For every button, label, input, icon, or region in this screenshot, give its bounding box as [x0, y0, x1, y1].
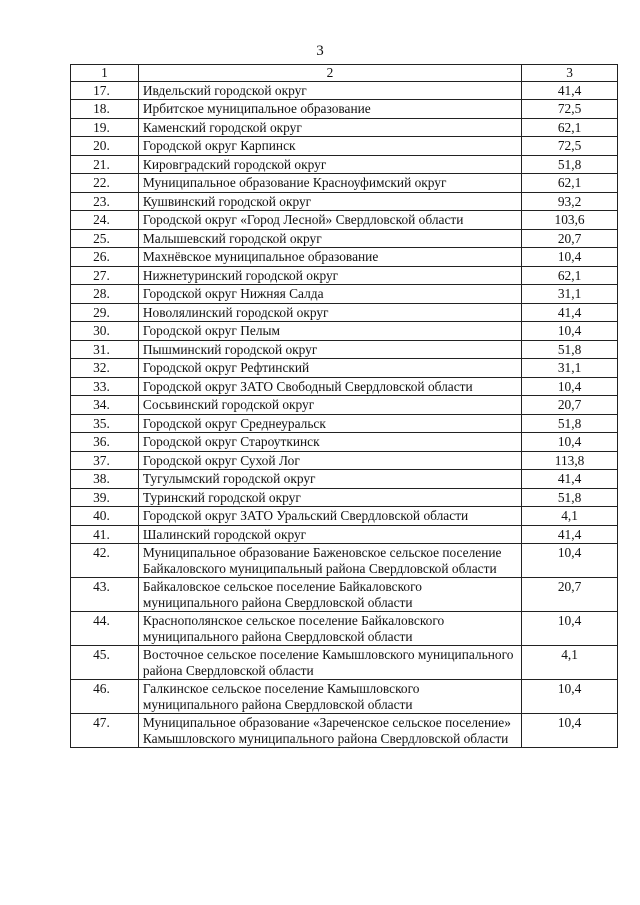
table-row: [71, 229, 618, 248]
row-number-cell: 18.: [71, 100, 139, 119]
table-row: [71, 100, 618, 119]
value-cell: 41,4: [522, 303, 618, 322]
value-cell: 10,4: [522, 377, 618, 396]
table-row: [71, 680, 618, 714]
row-number-cell: 27.: [71, 266, 139, 285]
municipality-name-cell: Городской округ Среднеуральск: [138, 414, 521, 433]
table-row: [71, 578, 618, 612]
table-row: [71, 396, 618, 415]
row-number-cell: 47.: [71, 714, 139, 748]
municipality-name-cell: Городской округ Карпинск: [138, 137, 521, 156]
municipality-name-cell: Нижнетуринский городской округ: [138, 266, 521, 285]
table-row: [71, 470, 618, 489]
municipality-name-cell: Городской округ Староуткинск: [138, 433, 521, 452]
row-number-cell: 39.: [71, 488, 139, 507]
municipality-name-cell: Городской округ Сухой Лог: [138, 451, 521, 470]
row-number-cell: 46.: [71, 680, 139, 714]
row-number-cell: 20.: [71, 137, 139, 156]
row-number-cell: 38.: [71, 470, 139, 489]
table-header-row: [71, 65, 618, 82]
value-cell: 10,4: [522, 714, 618, 748]
table-row: [71, 714, 618, 748]
table-row: [71, 612, 618, 646]
row-number-cell: 37.: [71, 451, 139, 470]
value-cell: 20,7: [522, 229, 618, 248]
allocation-table: [70, 64, 618, 748]
municipality-name-cell: Байкаловское сельское поселение Байкаловского муниципального района Свердловской области: [138, 578, 521, 612]
value-cell: 62,1: [522, 118, 618, 137]
value-cell: 10,4: [522, 544, 618, 578]
municipality-name-cell: Городской округ ЗАТО Свободный Свердловской области: [138, 377, 521, 396]
value-cell: 10,4: [522, 680, 618, 714]
value-cell: 31,1: [522, 359, 618, 378]
table-row: [71, 340, 618, 359]
value-cell: 72,5: [522, 137, 618, 156]
table-row: [71, 155, 618, 174]
row-number-cell: 32.: [71, 359, 139, 378]
municipality-name-cell: Муниципальное образование «Зареченское сельское поселение» Камышловского муниципального района Свердловской области: [138, 714, 521, 748]
table-row: [71, 359, 618, 378]
table-row: [71, 507, 618, 526]
row-number-cell: 19.: [71, 118, 139, 137]
value-cell: 4,1: [522, 507, 618, 526]
municipality-name-cell: Каменский городской округ: [138, 118, 521, 137]
value-cell: 51,8: [522, 340, 618, 359]
row-number-cell: 44.: [71, 612, 139, 646]
municipality-name-cell: Муниципальное образование Красноуфимский округ: [138, 174, 521, 193]
page-number: 3: [316, 43, 324, 59]
municipality-name-cell: Новолялинский городской округ: [138, 303, 521, 322]
value-cell: 20,7: [522, 396, 618, 415]
municipality-name-cell: Городской округ Рефтинский: [138, 359, 521, 378]
value-cell: 62,1: [522, 266, 618, 285]
table-row: [71, 433, 618, 452]
table-row: [71, 211, 618, 230]
municipality-name-cell: Краснополянское сельское поселение Байкаловского муниципального района Свердловской области: [138, 612, 521, 646]
municipality-name-cell: Шалинский городской округ: [138, 525, 521, 544]
table-row: [71, 118, 618, 137]
table-row: [71, 81, 618, 100]
table-row: [71, 646, 618, 680]
table-row: [71, 544, 618, 578]
row-number-cell: 33.: [71, 377, 139, 396]
municipality-name-cell: Кушвинский городской округ: [138, 192, 521, 211]
value-cell: 41,4: [522, 525, 618, 544]
table-row: [71, 303, 618, 322]
value-cell: 41,4: [522, 81, 618, 100]
value-cell: 62,1: [522, 174, 618, 193]
column-header-value: 3: [522, 65, 618, 82]
value-cell: 10,4: [522, 322, 618, 341]
municipality-name-cell: Сосьвинский городской округ: [138, 396, 521, 415]
row-number-cell: 43.: [71, 578, 139, 612]
municipality-name-cell: Ивдельский городской округ: [138, 81, 521, 100]
table-row: [71, 266, 618, 285]
value-cell: 113,8: [522, 451, 618, 470]
row-number-cell: 29.: [71, 303, 139, 322]
municipality-name-cell: Туринский городской округ: [138, 488, 521, 507]
row-number-cell: 41.: [71, 525, 139, 544]
municipality-name-cell: Тугулымский городской округ: [138, 470, 521, 489]
value-cell: 51,8: [522, 414, 618, 433]
row-number-cell: 40.: [71, 507, 139, 526]
table-row: [71, 488, 618, 507]
value-cell: 20,7: [522, 578, 618, 612]
municipality-name-cell: Муниципальное образование Баженовское сельское поселение Байкаловского муниципальный района Свердловской области: [138, 544, 521, 578]
row-number-cell: 25.: [71, 229, 139, 248]
value-cell: 103,6: [522, 211, 618, 230]
table-row: [71, 137, 618, 156]
row-number-cell: 28.: [71, 285, 139, 304]
table-row: [71, 285, 618, 304]
row-number-cell: 23.: [71, 192, 139, 211]
row-number-cell: 34.: [71, 396, 139, 415]
row-number-cell: 42.: [71, 544, 139, 578]
row-number-cell: 45.: [71, 646, 139, 680]
table-row: [71, 248, 618, 267]
value-cell: 10,4: [522, 248, 618, 267]
table-row: [71, 192, 618, 211]
municipality-name-cell: Восточное сельское поселение Камышловского муниципального района Свердловской области: [138, 646, 521, 680]
table-row: [71, 377, 618, 396]
municipality-name-cell: Городской округ Пелым: [138, 322, 521, 341]
table-body: [71, 81, 618, 748]
value-cell: 4,1: [522, 646, 618, 680]
row-number-cell: 31.: [71, 340, 139, 359]
row-number-cell: 17.: [71, 81, 139, 100]
municipality-name-cell: Кировградский городской округ: [138, 155, 521, 174]
municipality-name-cell: Городской округ ЗАТО Уральский Свердловской области: [138, 507, 521, 526]
table-row: [71, 451, 618, 470]
row-number-cell: 30.: [71, 322, 139, 341]
table-row: [71, 414, 618, 433]
column-header-name: 2: [138, 65, 521, 82]
municipality-name-cell: Пышминский городской округ: [138, 340, 521, 359]
municipality-name-cell: Городской округ Нижняя Салда: [138, 285, 521, 304]
table-row: [71, 322, 618, 341]
value-cell: 31,1: [522, 285, 618, 304]
column-header-number: 1: [71, 65, 139, 82]
value-cell: 72,5: [522, 100, 618, 119]
row-number-cell: 36.: [71, 433, 139, 452]
municipality-name-cell: Городской округ «Город Лесной» Свердловской области: [138, 211, 521, 230]
row-number-cell: 24.: [71, 211, 139, 230]
value-cell: 10,4: [522, 433, 618, 452]
value-cell: 51,8: [522, 488, 618, 507]
value-cell: 41,4: [522, 470, 618, 489]
value-cell: 93,2: [522, 192, 618, 211]
table-row: [71, 174, 618, 193]
municipality-name-cell: Малышевский городской округ: [138, 229, 521, 248]
municipality-name-cell: Галкинское сельское поселение Камышловского муниципального района Свердловской области: [138, 680, 521, 714]
municipality-name-cell: Махнёвское муниципальное образование: [138, 248, 521, 267]
row-number-cell: 22.: [71, 174, 139, 193]
municipality-name-cell: Ирбитское муниципальное образование: [138, 100, 521, 119]
value-cell: 10,4: [522, 612, 618, 646]
row-number-cell: 35.: [71, 414, 139, 433]
row-number-cell: 21.: [71, 155, 139, 174]
value-cell: 51,8: [522, 155, 618, 174]
table-row: [71, 525, 618, 544]
row-number-cell: 26.: [71, 248, 139, 267]
